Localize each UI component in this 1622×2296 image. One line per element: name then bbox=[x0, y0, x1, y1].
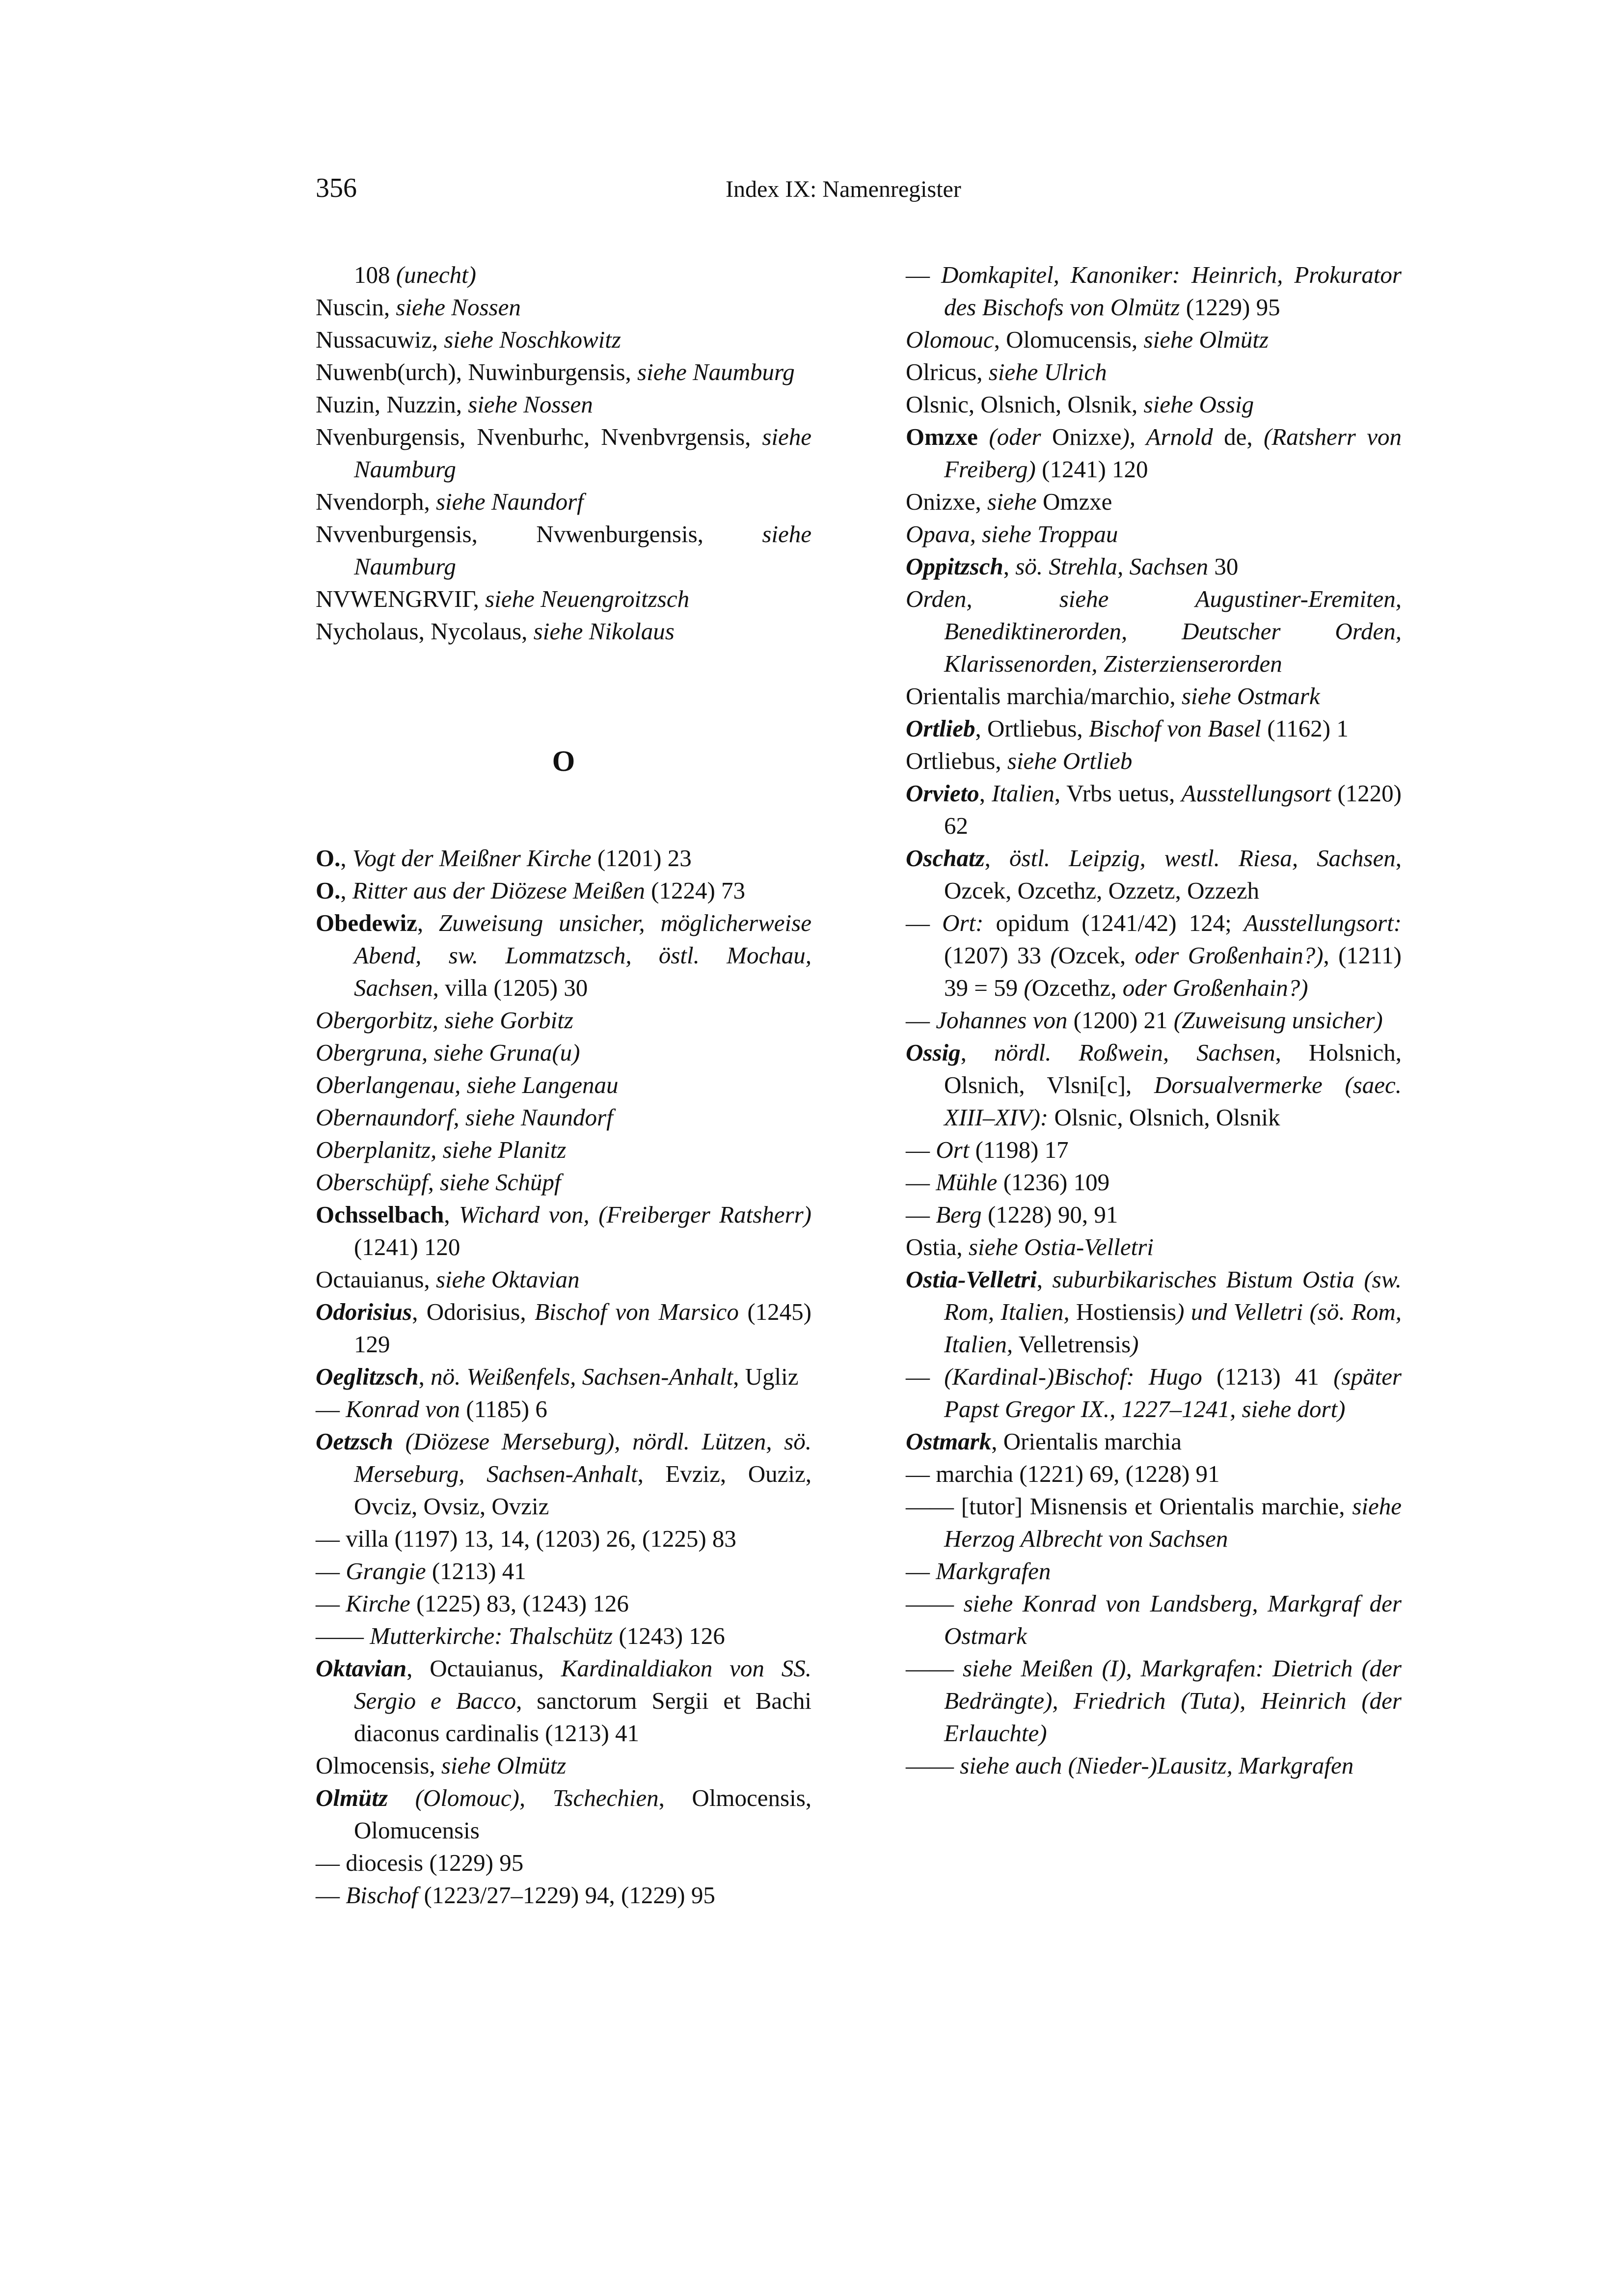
index-entry bbox=[316, 1847, 811, 1879]
entry-text: (Ratsherr von Freiberg) bbox=[944, 423, 1402, 483]
entry-text: Obergruna, siehe Gruna(u) bbox=[316, 1039, 580, 1066]
entry-text: ( bbox=[1050, 942, 1058, 969]
entry-text: 108 bbox=[354, 261, 396, 288]
index-entry bbox=[316, 1425, 811, 1523]
index-entry bbox=[316, 1263, 811, 1296]
index-entry bbox=[316, 1782, 811, 1847]
index-entry bbox=[316, 259, 811, 291]
entry-text: Olmütz bbox=[316, 1784, 388, 1811]
entry-text: de, bbox=[1213, 423, 1264, 450]
entry-text: Olomouc bbox=[906, 326, 994, 353]
entry-text: siehe Naumburg bbox=[637, 358, 795, 385]
entry-text: , Olmocensis, Olomucensis bbox=[354, 1784, 812, 1844]
entry-text: (später Papst Gregor IX., 1227–1241, siehe dort) bbox=[944, 1363, 1402, 1422]
entry-text: , sanctorum Sergii et Bachi diaconus cardinalis (1213) 41 bbox=[354, 1687, 811, 1747]
entry-text: Ostia-Velletri bbox=[906, 1266, 1037, 1293]
section-heading-o: O bbox=[552, 745, 575, 777]
entry-text: Olmocensis, bbox=[316, 1752, 441, 1779]
index-entry bbox=[906, 1587, 1402, 1652]
index-entry bbox=[316, 842, 811, 875]
index-entry bbox=[316, 1523, 811, 1555]
entry-text: Olsnic, Olsnich, Olsnik bbox=[1048, 1104, 1280, 1131]
entry-text: Vogt der Meißner Kirche bbox=[352, 845, 592, 872]
entry-text: (Zuweisung unsicher) bbox=[1173, 1007, 1383, 1034]
entry-text: , (1211) 39 = 59 bbox=[944, 942, 1402, 1001]
entry-text: Omzxe bbox=[906, 423, 978, 450]
entry-text: (1229) 95 bbox=[1180, 294, 1280, 321]
entry-text: Nuzin, Nuzzin, bbox=[316, 391, 468, 418]
index-entry bbox=[316, 1037, 811, 1069]
entry-text: , Vrbs uetus, bbox=[1054, 780, 1182, 807]
entry-text: Konrad von bbox=[346, 1395, 460, 1422]
entry-text: Oppitzsch bbox=[906, 553, 1003, 580]
entry-text: (1241) 120 bbox=[1035, 456, 1148, 483]
entry-text: Mutterkirche: Thalschütz bbox=[370, 1622, 613, 1649]
entry-text: NVWENGRVIΓ, bbox=[316, 585, 486, 612]
entry-text: ) und Velletri (sö. Rom, Italien, bbox=[944, 1298, 1402, 1358]
index-entry bbox=[316, 1393, 811, 1425]
entry-text: (1223/27–1229) 94, (1229) 95 bbox=[418, 1882, 715, 1909]
index-entry bbox=[906, 1134, 1402, 1166]
entry-text: siehe Naumburg bbox=[354, 423, 811, 483]
entry-text: — marchia (1221) 69, (1228) 91 bbox=[906, 1460, 1220, 1487]
index-entry bbox=[906, 842, 1402, 907]
entry-text: siehe bbox=[987, 488, 1037, 515]
entry-text: — bbox=[316, 1395, 346, 1422]
entry-text: Bischof von Marsico bbox=[535, 1298, 739, 1325]
index-entry bbox=[906, 777, 1402, 842]
index-entry bbox=[316, 1749, 811, 1782]
entry-text: siehe Ostmark bbox=[1181, 683, 1320, 710]
entry-text: Opava, siehe Troppau bbox=[906, 520, 1118, 547]
entry-text: Odorisius bbox=[316, 1298, 412, 1325]
entry-text: , bbox=[960, 1039, 994, 1066]
entry-text: (1225) 83, (1243) 126 bbox=[410, 1590, 629, 1617]
entry-text: — bbox=[316, 1882, 346, 1909]
entry-text: Orvieto bbox=[906, 780, 979, 807]
index-entry bbox=[316, 1296, 811, 1361]
entry-text: 30 bbox=[1208, 553, 1239, 580]
entry-text: — bbox=[906, 1136, 936, 1163]
index-entry bbox=[906, 421, 1402, 486]
entry-text: nö. Weißenfels, Sachsen-Anhalt bbox=[431, 1363, 733, 1390]
entry-text: Olricus, bbox=[906, 358, 989, 385]
index-entry bbox=[316, 388, 811, 421]
index-entry bbox=[906, 1652, 1402, 1749]
entry-text: Oktavian bbox=[316, 1655, 407, 1682]
entry-text: Oberschüpf, siehe Schüpf bbox=[316, 1169, 561, 1196]
entry-text: O. bbox=[316, 877, 341, 904]
entry-text bbox=[393, 1428, 406, 1455]
index-entry bbox=[906, 712, 1402, 745]
entry-text: — bbox=[906, 1363, 945, 1390]
entry-text: Orden, siehe Augustiner-Eremiten, Benediktinerorden, Deutscher Orden, Klarissenorden, Zisterzienserorden bbox=[906, 585, 1402, 677]
entry-text: siehe Olmütz bbox=[1143, 326, 1269, 353]
index-entry bbox=[316, 1166, 811, 1199]
index-entry bbox=[906, 324, 1402, 356]
index-entry bbox=[906, 1231, 1402, 1263]
entry-text: Grangie bbox=[346, 1558, 426, 1585]
entry-text: (1236) 109 bbox=[997, 1169, 1110, 1196]
entry-text: Ausstellungsort bbox=[1181, 780, 1331, 807]
entry-text: (1201) 23 bbox=[591, 845, 692, 872]
index-entry bbox=[316, 583, 811, 615]
entry-text: , villa (1205) 30 bbox=[433, 974, 588, 1001]
entry-text: (1162) 1 bbox=[1261, 715, 1349, 742]
entry-text: — bbox=[906, 1169, 936, 1196]
entry-text: Ort: bbox=[942, 909, 984, 936]
entry-text: — diocesis (1229) 95 bbox=[316, 1849, 524, 1876]
entry-text: (Kardinal-)Bischof: Hugo bbox=[944, 1363, 1202, 1390]
index-entry bbox=[906, 1749, 1402, 1782]
index-entry bbox=[906, 1166, 1402, 1199]
index-entry bbox=[316, 518, 811, 583]
index-entry bbox=[316, 1101, 811, 1134]
entry-text: Oberlangenau, siehe Langenau bbox=[316, 1071, 619, 1098]
running-head: Index IX: Namenregister bbox=[726, 176, 961, 202]
entry-text: Oeglitzsch bbox=[316, 1363, 419, 1390]
entry-text: (1185) 6 bbox=[460, 1395, 547, 1422]
entry-text: Johannes von bbox=[936, 1007, 1068, 1034]
entry-text: siehe Noschkowitz bbox=[444, 326, 621, 353]
entry-text: Ritter aus der Diözese Meißen bbox=[352, 877, 645, 904]
entry-text: Ortlieb bbox=[906, 715, 975, 742]
entry-text: Kardinaldiakon von SS. Sergio e Bacco bbox=[354, 1655, 811, 1714]
entry-text: Ossig bbox=[906, 1039, 961, 1066]
entry-list-n bbox=[316, 259, 811, 648]
entry-text bbox=[388, 1784, 415, 1811]
entry-text: Berg bbox=[936, 1201, 982, 1228]
index-entry bbox=[316, 324, 811, 356]
entry-text: Nuwenb(urch), Nuwinburgensis, bbox=[316, 358, 638, 385]
right-column bbox=[906, 259, 1402, 1782]
entry-text: (1224) 73 bbox=[645, 877, 746, 904]
entry-text: nördl. Roßwein, Sachsen bbox=[994, 1039, 1275, 1066]
entry-text: , Orientalis marchia bbox=[991, 1428, 1182, 1455]
entry-text: Bischof von Basel bbox=[1088, 715, 1262, 742]
entry-text: Italien bbox=[991, 780, 1054, 807]
entry-text: , bbox=[340, 877, 352, 904]
entry-text: , bbox=[418, 1363, 431, 1390]
entry-text: (Diözese Merseburg), nördl. Lützen, sö. Merseburg, Sachsen-Anhalt bbox=[354, 1428, 811, 1487]
entry-text: Zuweisung unsicher, möglicherweise Abend, sw. Lommatzsch, östl. Mochau, Sachsen bbox=[354, 909, 811, 1001]
index-entry bbox=[316, 1004, 811, 1037]
entry-text: suburbikarisches Bistum Ostia (sw. Rom, Italien, bbox=[944, 1266, 1402, 1325]
entry-text bbox=[978, 423, 989, 450]
entry-text: siehe Naundorf bbox=[435, 488, 584, 515]
entry-text: (1198) 17 bbox=[969, 1136, 1069, 1163]
entry-text: Oberplanitz, siehe Planitz bbox=[316, 1136, 567, 1163]
entry-text: — villa (1197) 13, 14, (1203) 26, (1225) 83 bbox=[316, 1525, 736, 1552]
entry-text: Hostiensis bbox=[1069, 1298, 1177, 1325]
entry-text: —— bbox=[906, 1590, 964, 1617]
entry-text: (oder bbox=[989, 423, 1041, 450]
entry-text: Oetzsch bbox=[316, 1428, 393, 1455]
entry-text: Oschatz bbox=[906, 845, 985, 872]
entry-text: siehe Naumburg bbox=[354, 520, 811, 580]
entry-list-o bbox=[316, 842, 811, 1912]
entry-text: Ostia, bbox=[906, 1233, 969, 1260]
entry-text: Ostmark bbox=[906, 1428, 992, 1455]
entry-text: siehe Ulrich bbox=[988, 358, 1107, 385]
entry-text: , Holsnich, Olsnich, Vlsni[c], bbox=[944, 1039, 1402, 1098]
index-entry bbox=[906, 518, 1402, 550]
entry-text: oder Großenhain?) bbox=[1122, 974, 1308, 1001]
entry-text: siehe Olmütz bbox=[441, 1752, 567, 1779]
index-entry bbox=[316, 291, 811, 324]
entry-text: O. bbox=[316, 845, 341, 872]
entry-text: Obergorbitz, siehe Gorbitz bbox=[316, 1007, 573, 1034]
entry-text: Nuscin, bbox=[316, 294, 396, 321]
entry-text: siehe Nossen bbox=[396, 294, 521, 321]
entry-text: — bbox=[316, 1590, 346, 1617]
entry-text: siehe Neuengroitzsch bbox=[485, 585, 690, 612]
entry-text: Ozcek, bbox=[1058, 942, 1135, 969]
entry-text: , Octauianus, bbox=[406, 1655, 561, 1682]
entry-text: (1213) 41 bbox=[426, 1558, 526, 1585]
entry-text: Onizxe bbox=[1041, 423, 1122, 450]
entry-text: (1207) 33 bbox=[944, 942, 1051, 969]
entry-text: —— [tutor] Misnensis et Orientalis marchie, bbox=[906, 1493, 1352, 1520]
entry-text: östl. Leipzig, westl. Riesa, Sachsen bbox=[1009, 845, 1396, 872]
page-number: 356 bbox=[316, 173, 357, 203]
index-entry bbox=[906, 1555, 1402, 1587]
entry-text: — bbox=[906, 1007, 936, 1034]
index-entry bbox=[906, 1263, 1402, 1361]
index-entry bbox=[316, 1879, 811, 1912]
entry-text: siehe Herzog Albrecht von Sachsen bbox=[944, 1493, 1402, 1552]
index-entry bbox=[906, 583, 1402, 680]
entry-text: Ozcethz, bbox=[1031, 974, 1123, 1001]
index-entry bbox=[316, 875, 811, 907]
entry-text: — bbox=[316, 1558, 346, 1585]
entry-text: Markgrafen bbox=[936, 1558, 1051, 1585]
index-entry bbox=[906, 1425, 1402, 1458]
entry-text: Nvendorph, bbox=[316, 488, 436, 515]
entry-text: , bbox=[417, 909, 439, 936]
entry-text: Ort bbox=[936, 1136, 970, 1163]
index-entry bbox=[906, 1458, 1402, 1490]
entry-text: siehe Ostia-Velletri bbox=[968, 1233, 1154, 1260]
entry-text: ( bbox=[1024, 974, 1032, 1001]
entry-text: — bbox=[906, 1558, 936, 1585]
entry-text: , bbox=[984, 845, 1010, 872]
index-entry bbox=[316, 1199, 811, 1263]
index-entry bbox=[906, 680, 1402, 712]
entry-text: Mühle bbox=[936, 1169, 998, 1196]
entry-text: , bbox=[340, 845, 352, 872]
entry-text: —— bbox=[906, 1752, 960, 1779]
page-header bbox=[0, 0, 1622, 255]
entry-text: , Ortliebus, bbox=[975, 715, 1089, 742]
entry-text: , bbox=[444, 1201, 460, 1228]
entry-text: Nvvenburgensis, Nvwenburgensis, bbox=[316, 520, 762, 547]
index-entry bbox=[906, 1004, 1402, 1037]
entry-text: Nussacuwiz, bbox=[316, 326, 444, 353]
entry-text: ), Arnold bbox=[1121, 423, 1213, 450]
entry-text: (1220) 62 bbox=[944, 780, 1402, 839]
entry-text: , Evziz, Ouziz, Ovciz, Ovsiz, Ovziz bbox=[354, 1460, 811, 1520]
entry-text: opidum (1241/42) 124; bbox=[983, 909, 1244, 936]
index-entry bbox=[316, 1652, 811, 1749]
entry-text: , Ugliz bbox=[733, 1363, 799, 1390]
entry-list-right bbox=[906, 259, 1402, 1782]
entry-text: Wichard von, (Freiberger Ratsherr) bbox=[459, 1201, 811, 1228]
entry-text: Domkapitel, Kanoniker: Heinrich, Prokurator des Bischofs von Olmütz bbox=[941, 261, 1402, 321]
entry-text: (Olomouc), Tschechien bbox=[415, 1784, 659, 1811]
index-entry bbox=[316, 907, 811, 1004]
entry-text: siehe auch (Nieder-)Lausitz, Markgrafen bbox=[960, 1752, 1354, 1779]
entry-text: Obernaundorf, siehe Naundorf bbox=[316, 1104, 613, 1131]
entry-text: Nycholaus, Nycolaus, bbox=[316, 618, 534, 645]
entry-text: (1243) 126 bbox=[613, 1622, 725, 1649]
entry-text: Ausstellungsort: bbox=[1244, 909, 1402, 936]
index-entry bbox=[316, 615, 811, 648]
entry-text: Ochsselbach bbox=[316, 1201, 444, 1228]
index-entry bbox=[316, 1620, 811, 1652]
index-entry bbox=[316, 486, 811, 518]
left-column bbox=[316, 259, 811, 1912]
entry-text: , Ozcek, Ozcethz, Ozzetz, Ozzezh bbox=[944, 845, 1402, 904]
entry-text: siehe Ossig bbox=[1143, 391, 1254, 418]
index-entry bbox=[906, 1490, 1402, 1555]
entry-text: — bbox=[906, 909, 943, 936]
index-entry bbox=[316, 1069, 811, 1101]
entry-text: siehe Konrad von Landsberg, Markgraf der Ostmark bbox=[944, 1590, 1402, 1649]
entry-text: Dorsualvermerke (saec. XIII–XIV): bbox=[944, 1071, 1402, 1131]
index-entry bbox=[906, 550, 1402, 583]
entry-text: siehe Nossen bbox=[468, 391, 593, 418]
entry-text: Orientalis marchia/marchio, bbox=[906, 683, 1182, 710]
index-entry bbox=[906, 907, 1402, 1004]
entry-text: ) bbox=[1131, 1331, 1139, 1358]
entry-text: Velletrensis bbox=[1013, 1331, 1131, 1358]
entry-text: —— bbox=[906, 1655, 963, 1682]
index-entry bbox=[316, 1134, 811, 1166]
entry-text: siehe Meißen (I), Markgrafen: Dietrich (der Bedrängte), Friedrich (Tuta), Heinrich (der Erlauchte) bbox=[944, 1655, 1402, 1747]
entry-text: Nvenburgensis, Nvenburhc, Nvenbvrgensis, bbox=[316, 423, 762, 450]
entry-text: Onizxe, bbox=[906, 488, 987, 515]
index-entry bbox=[316, 421, 811, 486]
entry-text: — bbox=[906, 261, 941, 288]
index-entry bbox=[316, 1587, 811, 1620]
index-entry bbox=[906, 1037, 1402, 1134]
entry-text: , Olomucensis, bbox=[994, 326, 1144, 353]
entry-text: —— bbox=[316, 1622, 370, 1649]
entry-text: (1200) 21 bbox=[1067, 1007, 1174, 1034]
index-entry bbox=[906, 388, 1402, 421]
index-entry bbox=[906, 1199, 1402, 1231]
entry-text: siehe Ortlieb bbox=[1007, 747, 1133, 774]
index-entry bbox=[906, 486, 1402, 518]
index-entry bbox=[906, 259, 1402, 324]
entry-text: Olsnic, Olsnich, Olsnik, bbox=[906, 391, 1144, 418]
entry-text: (1245) 129 bbox=[354, 1298, 811, 1358]
entry-text: , Odorisius, bbox=[412, 1298, 535, 1325]
entry-text: Kirche bbox=[346, 1590, 410, 1617]
entry-text: , bbox=[1036, 1266, 1053, 1293]
entry-text: Octauianus, bbox=[316, 1266, 436, 1293]
entry-text: , bbox=[1003, 553, 1016, 580]
entry-text: , bbox=[979, 780, 992, 807]
entry-text: siehe Oktavian bbox=[435, 1266, 580, 1293]
entry-text: oder Großenhain?) bbox=[1135, 942, 1324, 969]
index-entry bbox=[906, 356, 1402, 388]
index-entry bbox=[906, 1361, 1402, 1425]
entry-text: (unecht) bbox=[396, 261, 476, 288]
entry-text: siehe Nikolaus bbox=[533, 618, 675, 645]
index-entry bbox=[316, 356, 811, 388]
entry-text: — bbox=[906, 1201, 936, 1228]
entry-text: Ortliebus, bbox=[906, 747, 1007, 774]
entry-text: (1241) 120 bbox=[354, 1233, 460, 1260]
entry-text: (1228) 90, 91 bbox=[981, 1201, 1118, 1228]
entry-text: (1213) 41 bbox=[1202, 1363, 1334, 1390]
index-entry bbox=[316, 1555, 811, 1587]
index-entry bbox=[316, 1361, 811, 1393]
index-entry bbox=[906, 745, 1402, 777]
entry-text: sö. Strehla, Sachsen bbox=[1015, 553, 1209, 580]
entry-text: Bischof bbox=[346, 1882, 418, 1909]
entry-text: Obedewiz bbox=[316, 909, 417, 936]
entry-text: Omzxe bbox=[1036, 488, 1112, 515]
